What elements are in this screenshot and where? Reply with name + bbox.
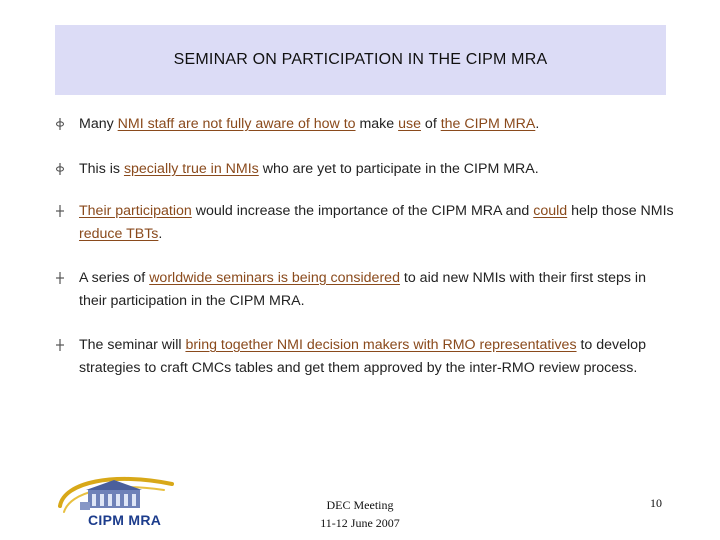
text-segment: would increase the importance of the CIPM MRA and <box>191 203 534 219</box>
bullet-marker-icon <box>55 163 65 175</box>
bullet-text <box>79 334 675 380</box>
slide-title: SEMINAR ON PARTICIPATION IN THE CIPM MRA <box>173 51 548 68</box>
text-segment: . <box>158 226 163 242</box>
underlined-phrase: reduce TBTs <box>79 226 159 242</box>
footer-date: 11-12 June 2007 <box>320 516 400 530</box>
underlined-phrase: bring together NMI decision makers with RMO representatives <box>185 337 577 353</box>
bullet-marker-icon <box>55 272 65 284</box>
footer-meeting-info <box>290 496 430 532</box>
text-segment: of <box>420 116 441 132</box>
bullet-text <box>79 267 675 313</box>
bullet-marker-icon <box>55 339 65 351</box>
logo-text: CIPM MRA <box>88 512 162 528</box>
bullet-item <box>55 158 675 181</box>
title-banner <box>55 25 666 95</box>
underlined-phrase: specially true in NMIs <box>123 161 259 177</box>
text-segment: This is <box>79 161 124 177</box>
text-segment: help those NMIs <box>567 203 674 219</box>
underlined-phrase: Their participation <box>79 203 192 219</box>
bullet-text <box>79 113 675 136</box>
underlined-phrase: the CIPM MRA <box>440 116 536 132</box>
text-segment: who are yet to participate in the CIPM MRA. <box>258 161 539 177</box>
bullet-item <box>55 200 675 246</box>
underlined-phrase: use <box>398 116 421 132</box>
underlined-phrase: could <box>533 203 568 219</box>
bullet-marker-icon <box>55 205 65 217</box>
text-segment: to aid new NMIs with their first steps in their participation in the CIPM MRA. <box>79 270 646 309</box>
bullet-text <box>79 158 675 181</box>
footer-meeting: DEC Meeting <box>326 498 394 512</box>
bullet-item <box>55 334 675 380</box>
bullet-item <box>55 267 675 313</box>
text-segment: Many <box>79 116 118 132</box>
text-segment: The seminar will <box>79 337 186 353</box>
text-segment: A series of <box>79 270 150 286</box>
bullet-text <box>79 200 675 246</box>
text-segment: to develop strategies to craft CMCs tables and get them approved by the inter-RMO review process. <box>79 337 646 376</box>
text-segment: . <box>535 116 540 132</box>
text-segment: make <box>355 116 399 132</box>
page-number: 10 <box>650 496 662 510</box>
bullet-marker-icon <box>55 118 65 130</box>
underlined-phrase: worldwide seminars is being considered <box>149 270 400 286</box>
underlined-phrase: NMI staff are not fully aware of how to <box>117 116 356 132</box>
bullet-item <box>55 113 675 136</box>
